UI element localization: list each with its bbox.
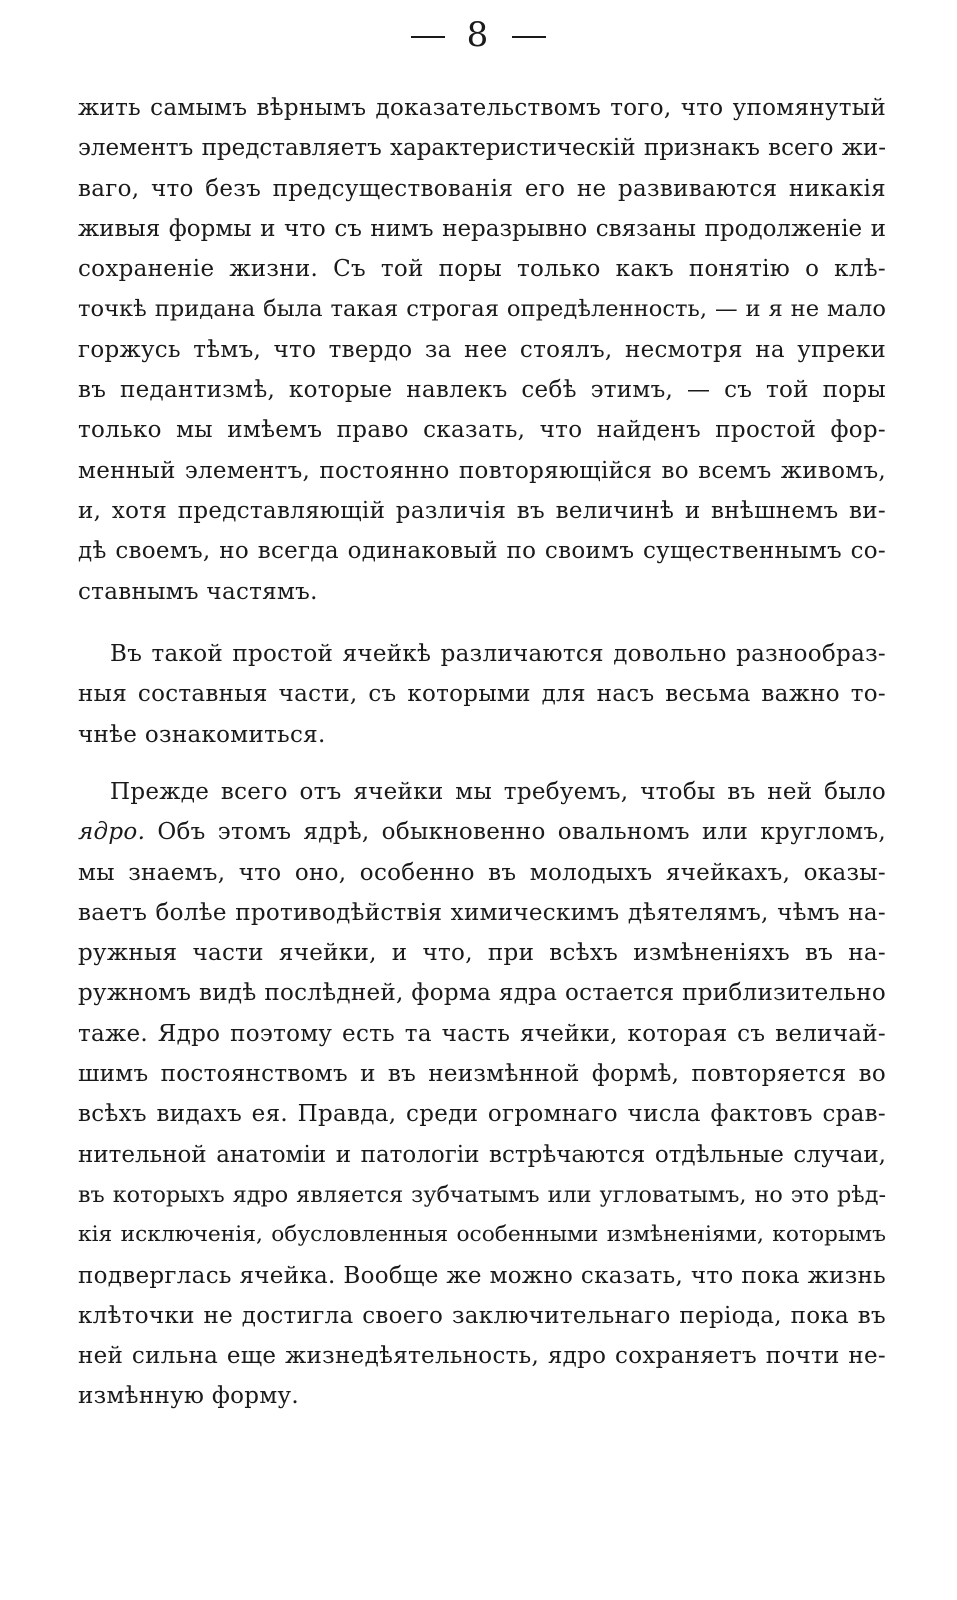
text-line <box>78 812 886 852</box>
text-line: ней сильна еще жизнедѣятельность, ядро сохраняетъ почти не- <box>78 1343 886 1370</box>
text-line: ваетъ болѣе противодѣйствія химическимъ дѣятелямъ, чѣмъ на- <box>78 899 886 926</box>
text-line: всѣхъ видахъ ея. Правда, среди огромнаго числа фактовъ срав- <box>78 1101 886 1128</box>
text-line: жить самымъ вѣрнымъ доказательствомъ того, что упомянутый <box>78 95 886 121</box>
paragraph-2 <box>78 634 886 755</box>
text-line: нительной анатоміи и патологіи встрѣчаются отдѣльные случаи, <box>78 1141 886 1168</box>
text-line: менный элементъ, постоянно повторяющійся во всемъ живомъ, <box>78 457 886 484</box>
text-line: шимъ постоянствомъ и въ неизмѣнной формѣ, повторяется во <box>78 1061 886 1088</box>
page-number: 8 <box>466 15 491 55</box>
text-line: въ педантизмѣ, которые навлекъ себѣ этимъ, — съ той поры <box>78 377 886 404</box>
paragraph-3 <box>78 772 886 1417</box>
paragraph-1 <box>78 88 886 612</box>
text-line: точкѣ придана была такая строгая опредѣленность, — и я не мало <box>78 296 886 323</box>
text-line: ружномъ видѣ послѣдней, форма ядра остается приблизительно <box>78 980 886 1007</box>
text-line: кія исключенія, обусловленныя особенными измѣненіями, которымъ <box>78 1222 886 1248</box>
header-left-dash <box>411 36 445 38</box>
text-line: ружныя части ячейки, и что, при всѣхъ измѣненіяхъ въ на- <box>78 940 886 967</box>
text-line: ставнымъ частямъ. <box>78 578 318 605</box>
text-line: ныя составныя части, съ которыми для насъ весьма важно то- <box>78 681 886 708</box>
text-line: чнѣе ознакомиться. <box>78 721 326 748</box>
header-right-dash <box>512 36 546 38</box>
text-line: дѣ своемъ, но всегда одинаковый по своимъ существеннымъ со- <box>78 538 886 565</box>
text-line: въ которыхъ ядро является зубчатымъ или угловатымъ, но это рѣд- <box>78 1181 886 1208</box>
text-line: клѣточки не достигла своего заключительнаго періода, пока въ <box>78 1302 886 1329</box>
text-line: и, хотя представляющій различія въ величинѣ и внѣшнемъ ви- <box>78 497 886 524</box>
text-line: таже. Ядро поэтому есть та часть ячейки, которая съ величай- <box>78 1020 886 1047</box>
text-line-rest: Объ этомъ ядрѣ, обыкновенно овальномъ или кругломъ, <box>145 819 886 846</box>
text-line: Прежде всего отъ ячейки мы требуемъ, чтобы въ ней было <box>110 779 886 805</box>
text-line: сохраненіе жизни. Съ той поры только какъ понятію о клѣ- <box>78 256 886 283</box>
text-line: Въ такой простой ячейкѣ различаются довольно разнообраз- <box>110 641 886 667</box>
text-line: подверглась ячейка. Вообще же можно сказать, что пока жизнь <box>78 1262 886 1289</box>
text-line: живыя формы и что съ нимъ неразрывно связаны продолженіе и <box>78 215 886 242</box>
page-header <box>0 14 957 56</box>
text-line: измѣнную форму. <box>78 1383 299 1410</box>
italic-term: ядро. <box>78 819 146 846</box>
text-line: элементъ представляетъ характеристическій признакъ всего жи- <box>78 135 886 162</box>
text-line: мы знаемъ, что оно, особенно въ молодыхъ ячейкахъ, оказы- <box>78 859 886 886</box>
text-line: горжусь тѣмъ, что твердо за нее стоялъ, несмотря на упреки <box>78 336 886 363</box>
text-line: ваго, что безъ предсуществованія его не развиваются никакія <box>78 175 886 202</box>
text-line: только мы имѣемъ право сказать, что найденъ простой фор- <box>78 417 886 444</box>
